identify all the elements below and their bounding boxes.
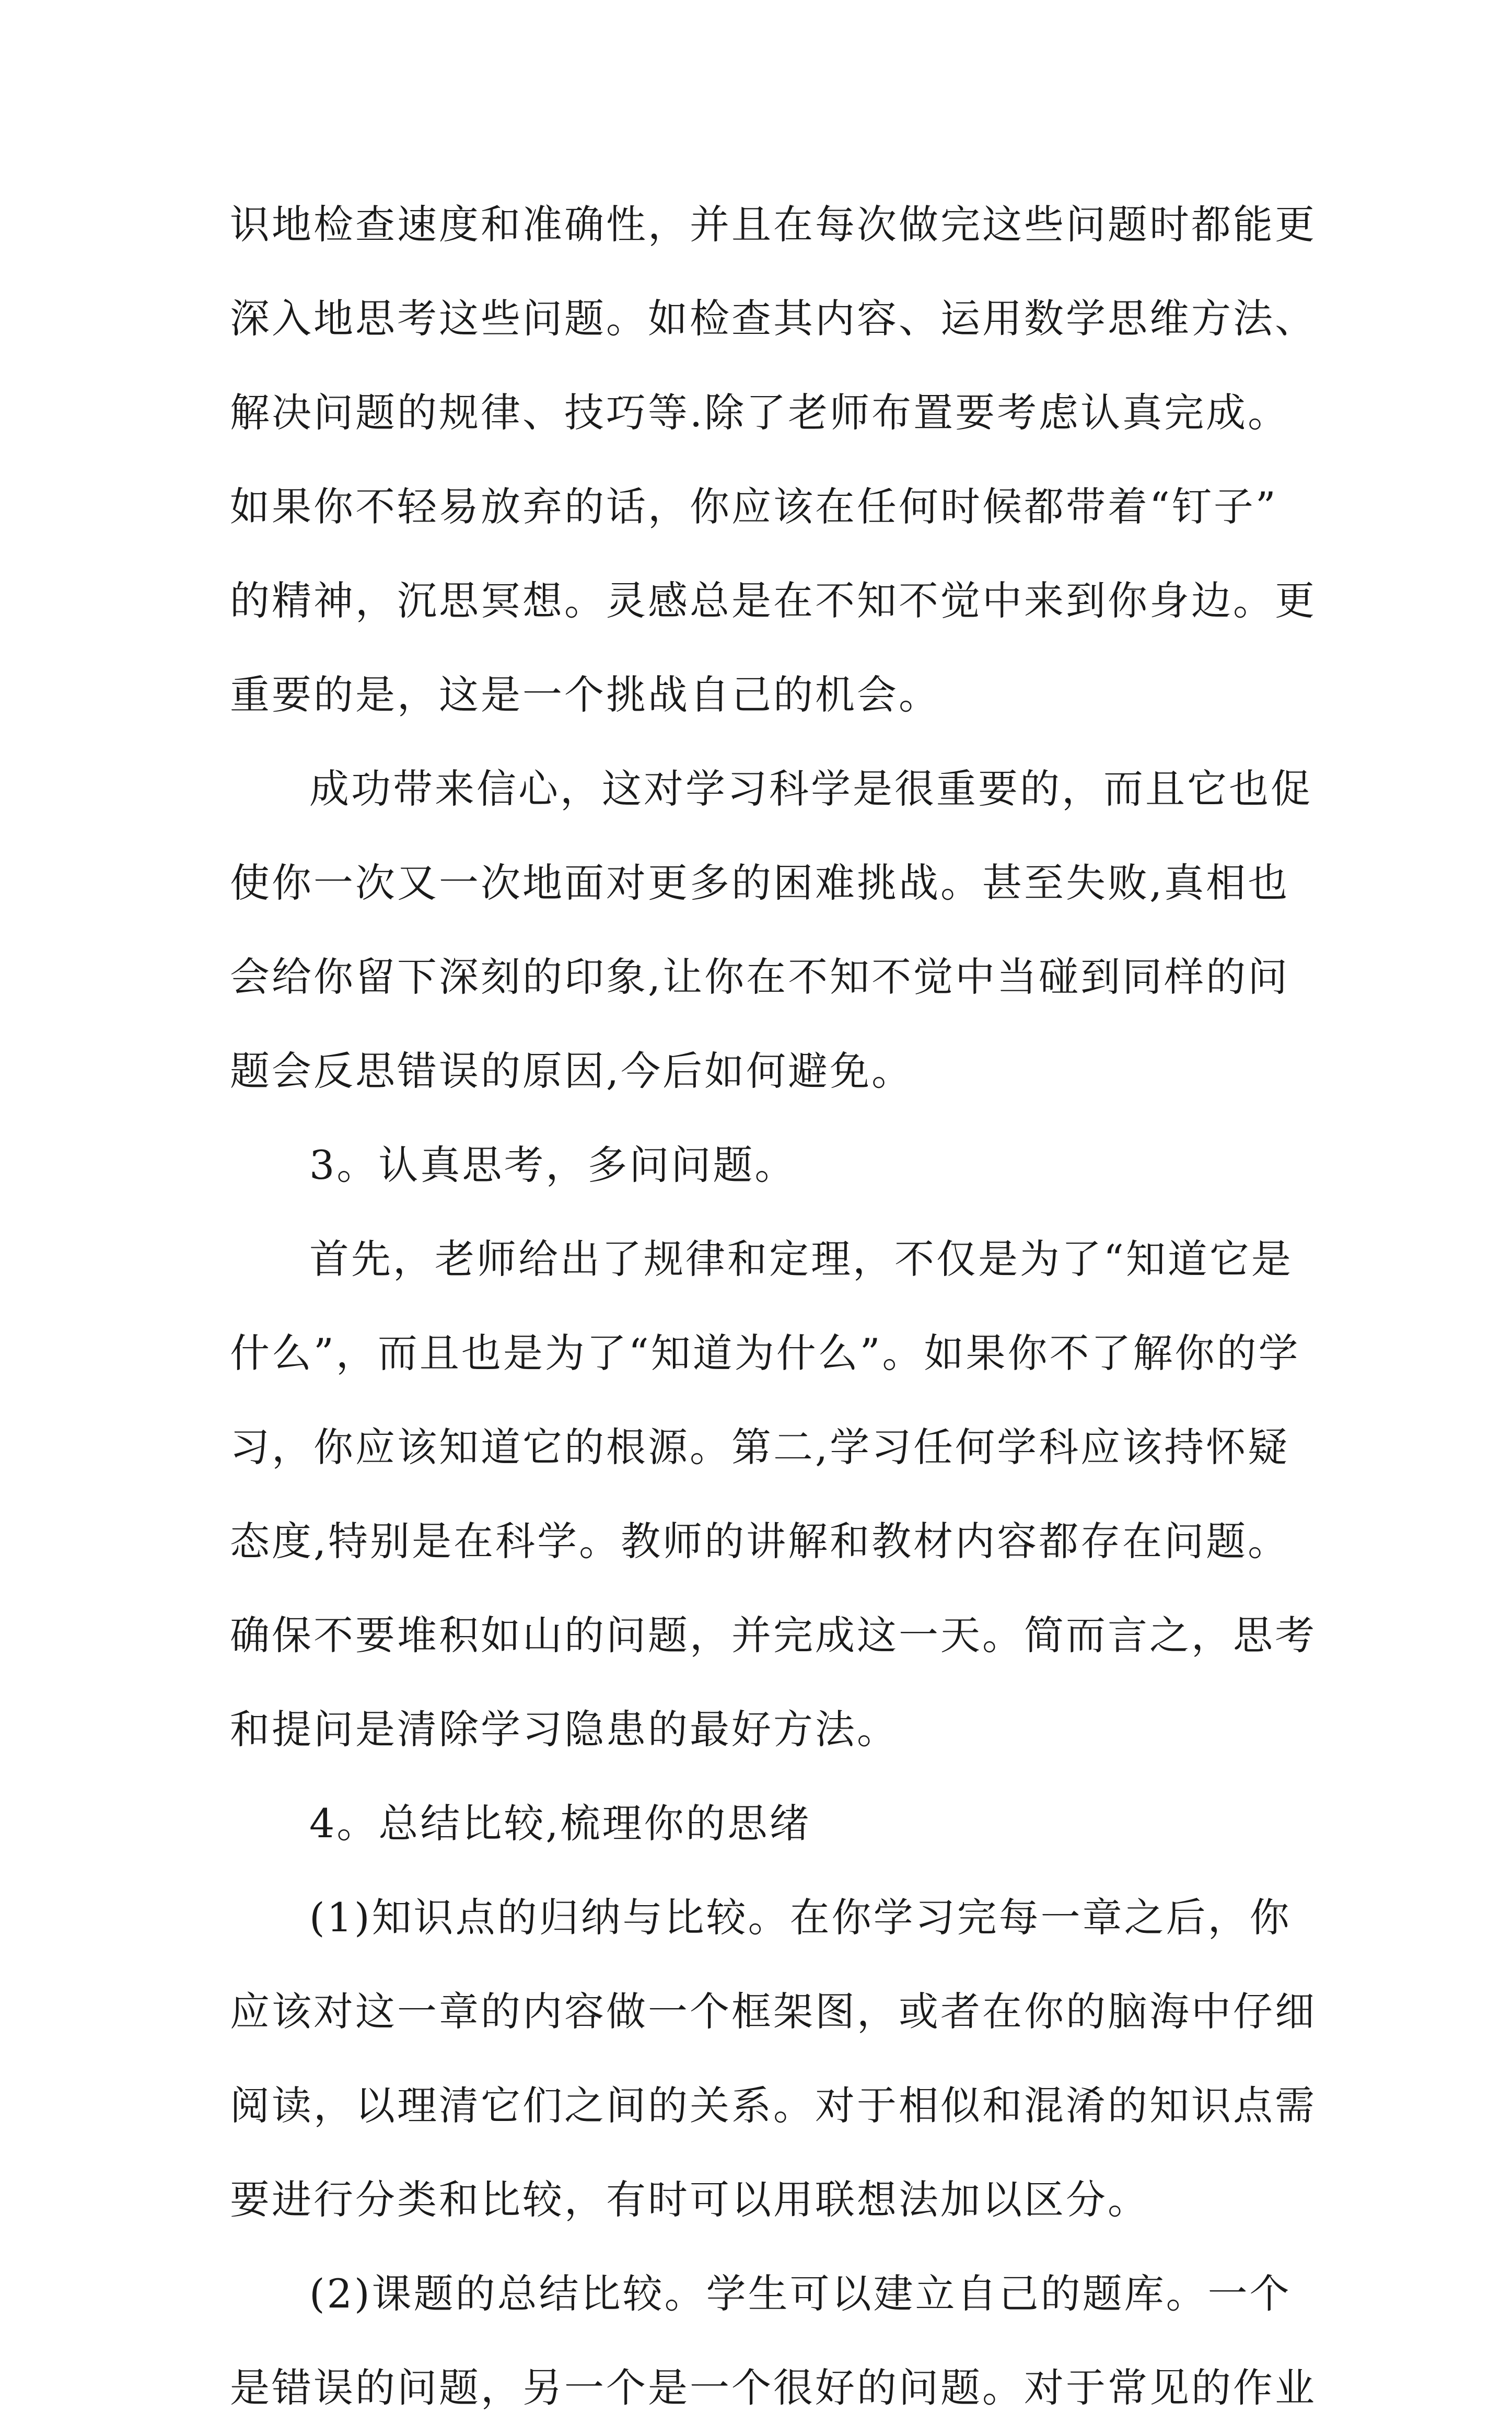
section-heading-3 (230, 1118, 1306, 1212)
text-line: 确保不要堆积如山的问题，并完成这一天。简而言之，思考 (230, 1612, 1317, 1659)
text-line: 应该对这一章的内容做一个框架图，或者在你的脑海中仔细 (230, 1988, 1317, 2035)
text-line: (2)课题的总结比较。学生可以建立自己的题库。一个 (309, 2270, 1292, 2317)
text-line: 会给你留下深刻的印象,让你在不知不觉中当碰到同样的问 (230, 954, 1290, 1000)
text-line: 首先，老师给出了规律和定理，不仅是为了“知道它是 (309, 1236, 1293, 1282)
text-line: 要进行分类和比较，有时可以用联想法加以区分。 (230, 2176, 1149, 2223)
heading-line: 3。认真思考，多问问题。 (309, 1142, 797, 1188)
paragraph-7 (230, 2247, 1317, 2435)
paragraph-6 (230, 1871, 1317, 2247)
text-line: 题会反思错误的原因,今后如何避免。 (230, 1048, 914, 1094)
text-body (230, 178, 1317, 2435)
text-line: 态度,特别是在科学。教师的讲解和教材内容都存在问题。 (230, 1518, 1290, 1564)
text-line: 识地检查速度和准确性，并且在每次做完这些问题时都能更 (230, 201, 1317, 248)
text-line: 阅读，以理清它们之间的关系。对于相似和混淆的知识点需 (230, 2082, 1317, 2129)
text-line: 习，你应该知道它的根源。第二,学习任何学科应该持怀疑 (230, 1424, 1290, 1470)
paragraph-2 (230, 742, 1312, 1118)
text-line: 是错误的问题，另一个是一个很好的问题。对于常见的作业 (230, 2364, 1317, 2411)
paragraph-4 (230, 1212, 1317, 1777)
text-line: 解决问题的规律、技巧等.除了老师布置要考虑认真完成。 (230, 389, 1290, 436)
text-line: 成功带来信心，这对学习科学是很重要的，而且它也促 (309, 766, 1312, 812)
text-line: 重要的是，这是一个挑战自己的机会。 (230, 671, 940, 718)
paragraph-1 (230, 178, 1317, 742)
text-line: (1)知识点的归纳与比较。在你学习完每一章之后，你 (309, 1894, 1292, 1941)
text-line: 深入地思考这些问题。如检查其内容、运用数学思维方法、 (230, 295, 1317, 342)
section-heading-4 (230, 1777, 1306, 1871)
text-line: 和提问是清除学习隐患的最好方法。 (230, 1706, 899, 1753)
heading-line: 4。总结比较,梳理你的思绪 (309, 1800, 811, 1847)
text-line: 使你一次又一次地面对更多的困难挑战。甚至失败,真相也 (230, 860, 1290, 906)
text-line: 什么”，而且也是为了“知道为什么”。如果你不了解你的学 (230, 1330, 1300, 1376)
text-line: 如果你不轻易放弃的话，你应该在任何时候都带着“钉子” (230, 483, 1278, 530)
text-line: 的精神，沉思冥想。灵感总是在不知不觉中来到你身边。更 (230, 577, 1317, 624)
